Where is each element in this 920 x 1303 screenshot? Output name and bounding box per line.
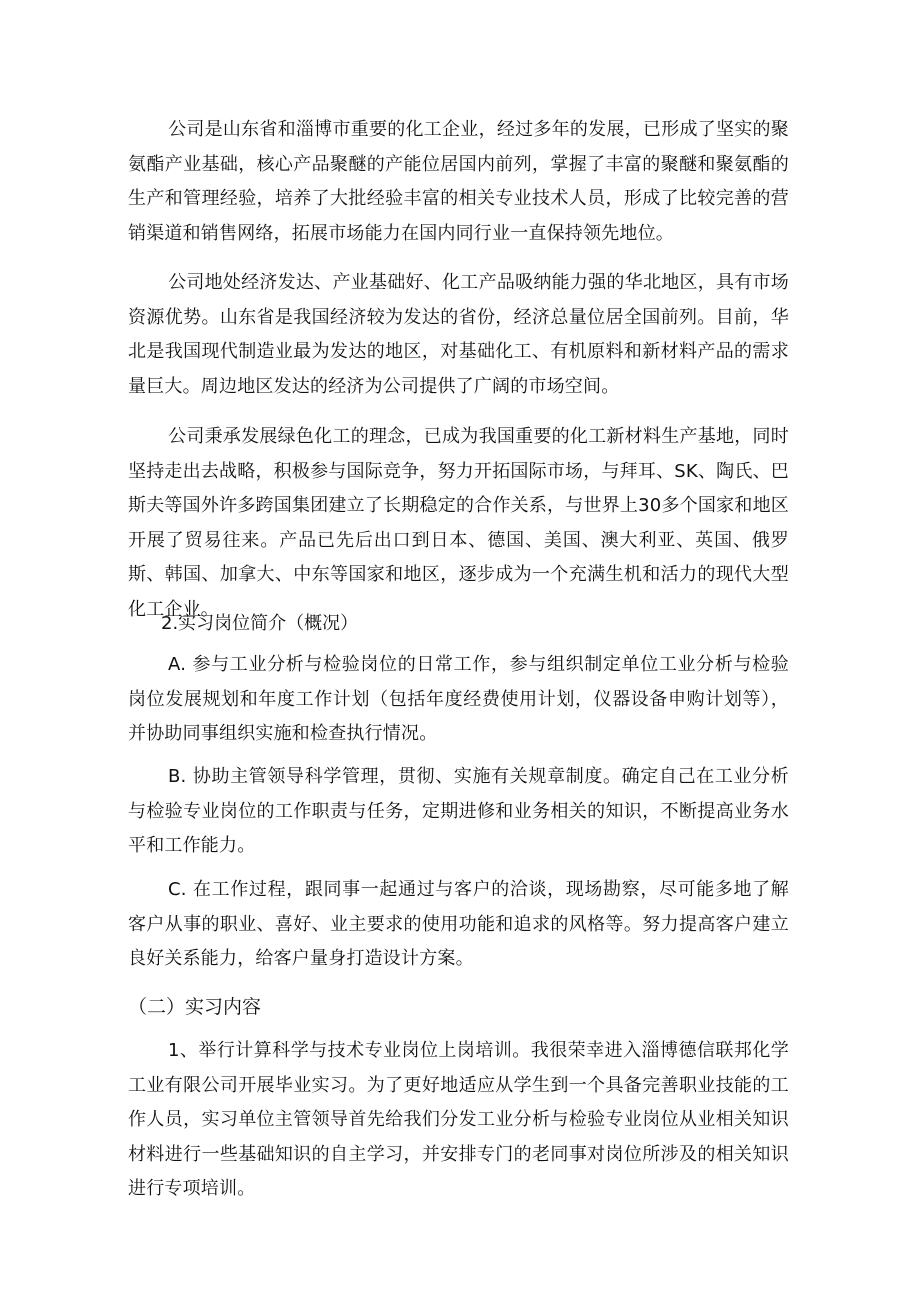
list-item-1: 1、举行计算科学与技术专业岗位上岗培训。我很荣幸进入淄博德信联邦化学工业有限公司开展毕业实习。为了更好地适应从学生到一个具备完善职业技能的工作人员，实习单位主管领导首先给我们分发工业分析与检验专业岗位从业相关知识材料进行一些基础知识的自主学习，并安排专门的老同事对岗位所涉及的相关知识进行专项培训。 <box>128 1040 789 1199</box>
paragraph-green-chemical: 公司秉承发展绿色化工的理念，已成为我国重要的化工新材料生产基地，同时坚持走出去战略，积极参与国际竞争，努力开拓国际市场，与拜耳、SK、陶氏、巴斯夫等国外许多跨国集团建立了长期稳定的合作关系，与世界上30多个国家和地区开展了贸易往来。产品已先后出口到日本、德国、美国、澳大利亚、英国、俄罗斯、韩国、加拿大、中东等国家和地区，逐步成为一个充满生机和活力的现代大型化工企业。 <box>128 426 789 620</box>
paragraph-company-overview: 公司是山东省和淄博市重要的化工企业，经过多年的发展，已形成了坚实的聚氨酯产业基础，核心产品聚醚的产能位居国内前列，掌握了丰富的聚醚和聚氨酯的生产和管理经验，培养了大批经验丰富的相关专业技术人员，形成了比较完善的营销渠道和销售网络，拓展市场能力在国内同行业一直保持领先地位。 <box>128 119 789 244</box>
section-heading-internship-content: （二）实习内容 <box>128 996 262 1018</box>
subheading-internship-position: 2.实习岗位简介（概况） <box>161 613 359 634</box>
list-item-b: B. 协助主管领导科学管理，贯彻、实施有关规章制度。确定自己在工业分析与检验专业岗位的工作职责与任务，定期进修和业务相关的知识，不断提高业务水平和工作能力。 <box>128 766 789 856</box>
list-item-a: A. 参与工业分析与检验岗位的日常工作，参与组织制定单位工业分析与检验岗位发展规划和年度工作计划（包括年度经费使用计划，仪器设备申购计划等），并协助同事组织实施和检查执行情况。 <box>128 654 789 744</box>
paragraph-location-advantage: 公司地处经济发达、产业基础好、化工产品吸纳能力强的华北地区，具有市场资源优势。山东省是我国经济较为发达的省份，经济总量位居全国前列。目前，华北是我国现代制造业最为发达的地区，对基础化工、有机原料和新材料产品的需求量巨大。周边地区发达的经济为公司提供了广阔的市场空间。 <box>128 272 789 397</box>
list-item-c: C. 在工作过程，跟同事一起通过与客户的洽谈，现场勘察，尽可能多地了解客户从事的职业、喜好、业主要求的使用功能和追求的风格等。努力提高客户建立良好关系能力，给客户量身打造设计方案。 <box>128 879 789 969</box>
